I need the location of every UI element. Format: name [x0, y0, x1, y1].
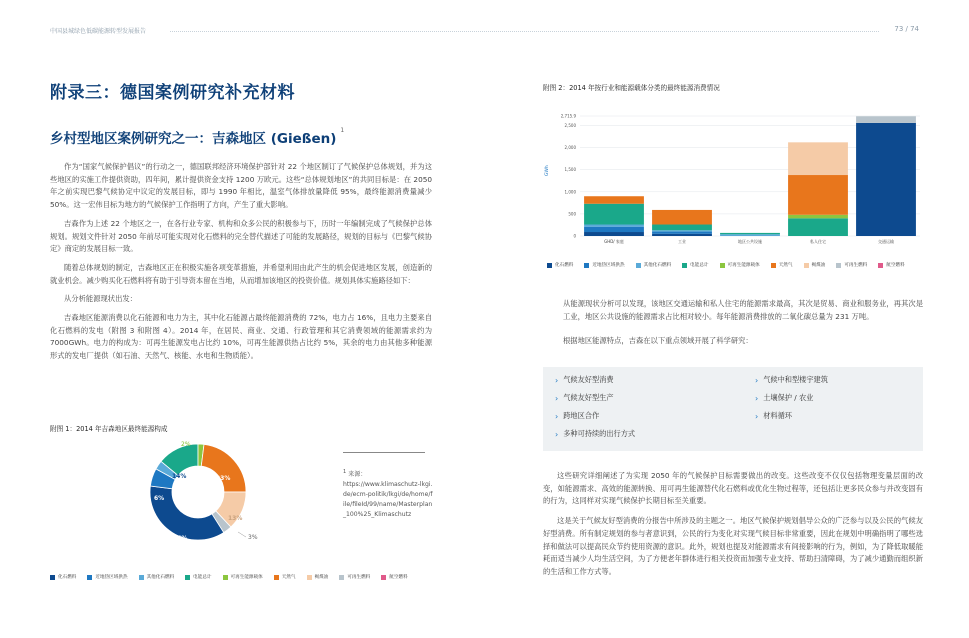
footnote: [343, 467, 433, 520]
focus-item: › 气候友好型生产: [555, 393, 614, 403]
legend-item: 天然气: [274, 574, 296, 580]
chevron-right-icon: ›: [755, 375, 759, 385]
legend-item: 化石燃料: [50, 574, 76, 580]
legend-swatch: [223, 575, 228, 580]
y-tick-label: 2,715.9: [560, 113, 576, 119]
bar-segment: [856, 123, 916, 236]
footnote-url[interactable]: https://www.klimaschutz-lkgi.de/ecm-politik/lkgi/de/home/file/fileId/99/name/Masterplan_100%25_Klimaschutz: [343, 481, 433, 519]
legend-swatch: [836, 263, 841, 268]
bar-segment: [584, 225, 644, 227]
legend-swatch: [307, 575, 312, 580]
y-axis-label: GWh: [545, 165, 550, 176]
section-title: [50, 127, 432, 147]
chevron-right-icon: ›: [555, 375, 559, 385]
donut-label-3: 3%: [248, 534, 258, 541]
paragraph-measures: 随着总体规划的制定，吉森地区正在积极实施各项变革措施，并希望利用由此产生的机会促进地区发展，创造新的就业机会。减少购买化石燃料将有助于引导资本留在当地，从而增加该地区的投资价值。规划具体实施路径如下：: [50, 262, 432, 285]
figure1-legend: [50, 574, 419, 580]
bar-segment: [652, 210, 712, 225]
legend-item: 可再生能源载体: [223, 574, 263, 580]
footnote-rule: [343, 452, 425, 453]
legend-swatch: [87, 575, 92, 580]
x-tick-label: 交通运输: [878, 239, 894, 244]
bar-segment: [652, 234, 712, 236]
x-tick-label: 私人住宅: [810, 239, 826, 244]
legend-swatch: [381, 575, 386, 580]
legend-item: 近地热区域供热: [584, 262, 624, 268]
legend-item: 其他化石燃料: [139, 574, 175, 580]
analysis-text: [563, 298, 923, 348]
focus-item: › 土壤保护 / 农业: [755, 393, 814, 403]
legend-swatch: [339, 575, 344, 580]
focus-item: › 跨地区合作: [555, 411, 600, 421]
bar-segment: [584, 204, 644, 225]
legend-item: 电能总计: [185, 574, 211, 580]
donut-label-14: 14%: [172, 473, 187, 480]
bar-segment: [788, 175, 848, 215]
paragraph-consumption: 这是关于气候友好型消费的分报告中所涉及的主题之一。地区气候保护规划倡导公众的广泛参与以及公民的气候友好型消费。所有制定规划的参与者意识到，公民的行为变化对实现气候目标非常重要，因此在规划中明确指明了哪些选择和做法可以提高民众节约使用资源的意识。此外，规划也提及对能源需求有间接影响的行为，例如，为了降低取暖能耗而适当减少人均生活空间，为了方便老年群体进行相关投资而加强专业支持、帮助扫清障碍，为了减少通勤而组织新的生活和工作方式等。: [543, 516, 923, 576]
donut-chart: [140, 440, 280, 560]
focus-item: › 气候友好型消费: [555, 375, 614, 385]
legend-item: 可再生能源载体: [720, 262, 760, 268]
bar-segment: [720, 233, 780, 234]
chevron-right-icon: ›: [755, 411, 759, 421]
legend-item: 化石燃料: [547, 262, 573, 268]
legend-swatch: [274, 575, 279, 580]
legend-swatch: [682, 263, 687, 268]
paragraph-giessen-plan: 吉森作为上述 22 个地区之一，在各行业专家、机构和众多公民的积极参与下，历时一年编制完成了气候保护总体规划。规划文件针对 2050 年前尽可能实现对化石燃料的完全替代描述了可能的发展路径，规划的目标与《巴黎气候协定》商定的发展目标一致。: [50, 218, 432, 254]
y-tick-label: 0: [573, 233, 576, 239]
legend-item: 航空燃料: [381, 574, 407, 580]
legend-swatch: [771, 263, 776, 268]
paragraph-demand-analysis: 从能源现状分析可以发现，该地区交通运输和私人住宅的能源需求最高，其次是贸易、商业和服务业，再其次是工业，地区公共设施的能源需求占比相对较小。每年能源消费排放的二氧化碳总量为 231 万吨。: [563, 299, 923, 321]
page-number: 73 / 74: [894, 25, 919, 33]
footnote-mark: 1: [343, 469, 347, 475]
paragraph-study-detail: 这些研究详细阐述了为实现 2050 年的气候保护目标需要做出的改变。这些改变不仅仅包括物理变量层面的改变，如能源需求、高效的能源转换、用可再生能源替代化石燃料或优化生物过程等，还包括让更多民众参与并改变固有的行为，这同样对实现气候保护长期目标至关重要。: [543, 471, 923, 506]
legend-swatch: [547, 263, 552, 268]
legend-item: 可再生燃料: [339, 574, 370, 580]
paragraph-analysis-start: 从分析能源现状出发：: [64, 294, 137, 304]
bar-segment: [856, 116, 916, 123]
legend-swatch: [185, 575, 190, 580]
y-tick-label: 2,500: [564, 123, 576, 129]
legend-item: 褐煤油: [307, 574, 329, 580]
chevron-right-icon: ›: [555, 393, 559, 403]
y-tick-label: 1,500: [564, 167, 576, 173]
bar-segment: [652, 225, 712, 231]
bar-segment: [720, 234, 780, 236]
donut-leader-line: [238, 532, 246, 537]
chevron-right-icon: ›: [555, 429, 559, 439]
x-tick-label: 地区公共设施: [738, 239, 762, 244]
legend-swatch: [720, 263, 725, 268]
figure1-title: 附图 1：2014 年吉森地区最终能源构成: [50, 425, 168, 433]
appendix-title: 附录三：德国案例研究补充材料: [50, 83, 295, 103]
footnote-ref[interactable]: 1: [340, 127, 345, 134]
page-header: [50, 26, 919, 38]
research-focus-box: [543, 367, 923, 451]
legend-item: 近地热区域供热: [87, 574, 127, 580]
paragraph-initiative: 作为“国家气候保护倡议”的行动之一，德国联邦经济环境保护部针对 22 个地区制订了气候保护总体规划，并为这些地区的实施工作提供资助，四年间，累计提供资金支持 1200 万欧元。这些“总体规划地区”的共同目标是：在 2050 年之前实现巴黎气候协定中议定的发展目标，即与 1990 年相比，温室气体排放量降低 95%，最终能源消费量减少 50%。这一宏伟目标为地方的气候保护工作指明了方向，产生了重大影响。: [50, 162, 432, 210]
bar-segment: [788, 215, 848, 219]
legend-item: 褐煤油: [804, 262, 826, 268]
paragraph-energy-mix: 吉森地区能源消费以化石能源和电力为主，其中化石能源占最终能源消费的 72%，电力占 16%，且电力主要来自化石燃料的发电（附图 3 和附图 4）。2014 年，在居民、商业、交通、行政管理和其它消费领域的能源需求约为 7000GWh。电力的构成为：可再生能源发电占比约 10%，可再生能源供热占比约 5%，其余的电力由其他多种能源形式的发电厂提供（如石油、天然气、核能、水电和生物质能）。: [50, 313, 432, 361]
x-tick-label: GHD/ 家庭: [604, 239, 624, 244]
conclusion-text: [543, 470, 923, 586]
focus-item: › 多种可持续的出行方式: [555, 429, 636, 439]
legend-item: 可再生燃料: [836, 262, 867, 268]
bar-segment: [584, 227, 644, 232]
report-title: 中国县城绿色低碳能源转型发展报告: [50, 28, 147, 35]
footnote-label: 来源：: [348, 471, 367, 479]
donut-label-6: 6%: [154, 495, 165, 502]
legend-swatch: [584, 263, 589, 268]
bar-segment: [584, 232, 644, 236]
bar-segment: [788, 218, 848, 236]
bar-segment: [652, 232, 712, 234]
y-tick-label: 1,000: [564, 189, 576, 195]
header-divider: [170, 31, 879, 32]
legend-swatch: [636, 263, 641, 268]
donut-label-2: 2%: [181, 441, 191, 448]
y-tick-label: 500: [568, 211, 576, 217]
figure2-title: 附图 2：2014 年按行业和能源载体分类的最终能源消费情况: [543, 84, 720, 92]
donut-label-36: 36%: [173, 535, 188, 542]
focus-item: › 气候中和型楼宇建筑: [755, 375, 828, 385]
donut-label-13: 13%: [228, 515, 243, 522]
focus-item: › 材料循环: [755, 411, 792, 421]
section-title-text: 乡村型地区案例研究之一：吉森地区 (Gießen): [50, 131, 337, 147]
donut-label-23: 23%: [216, 475, 231, 482]
left-column: [50, 78, 432, 363]
legend-item: 航空燃料: [878, 262, 904, 268]
figure2-legend: [547, 262, 916, 268]
legend-item: 电能总计: [682, 262, 708, 268]
legend-swatch: [50, 575, 55, 580]
chevron-right-icon: ›: [555, 411, 559, 421]
legend-swatch: [878, 263, 883, 268]
donut-slice: [201, 444, 246, 492]
legend-item: 天然气: [771, 262, 793, 268]
paragraph-research-intro: 根据地区能源特点，吉森在以下重点领域开展了科学研究：: [563, 336, 753, 346]
y-tick-label: 2,000: [564, 145, 576, 151]
bar-segment: [788, 142, 848, 175]
bar-segment: [584, 196, 644, 204]
legend-swatch: [804, 263, 809, 268]
bar-chart: [540, 102, 930, 252]
x-tick-label: 工业: [678, 239, 686, 244]
chevron-right-icon: ›: [755, 393, 759, 403]
legend-swatch: [139, 575, 144, 580]
bar-segment: [652, 230, 712, 231]
legend-item: 其他化石燃料: [636, 262, 672, 268]
